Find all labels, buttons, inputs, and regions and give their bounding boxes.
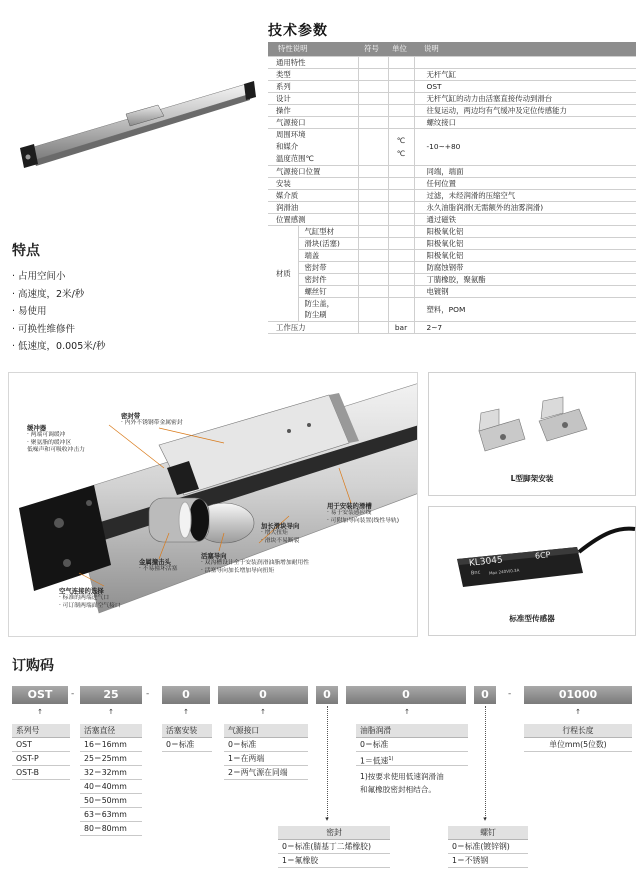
feature-item: · 高速度，2米/秒 <box>12 286 105 304</box>
order-title: 订购码 <box>12 658 54 674</box>
code-bore: 25 <box>80 686 142 704</box>
option-item: 80＝80mm <box>80 822 142 836</box>
lube-note: 1)按要求使用低速润滑油 和氟橡胶密封相结合。 <box>360 772 444 794</box>
stroke-options: 行程长度 单位mm(5位数) <box>524 724 632 752</box>
option-item: OST <box>12 738 70 752</box>
specs-row-pressure: 工作压力 bar 2~7 <box>268 321 636 333</box>
label-seal-band: 密封带 · 内外不锈钢带金属密封 <box>121 412 183 427</box>
features-title: 特点 <box>12 243 40 259</box>
specs-row-environment: 周围环境 和媒介 温度范围℃ ℃ ℃ -10~+80 <box>268 128 636 165</box>
label-piston-guide: 活塞导向 · 双沟槽设计全于安装润滑油脂增加耐用性 · 活塞导向加长增加导向扭矩 <box>201 552 310 574</box>
piston-options: 活塞安装 0＝标准 <box>162 724 212 752</box>
label-metal-bumper: 金属撞击头 · 不易撞坏活塞 <box>139 558 178 573</box>
specs-row-material: 密封件 丁腈橡胶，聚氨酯 <box>268 273 636 285</box>
bracket-caption: L型脚架安装 <box>510 474 554 483</box>
option-item: 50＝50mm <box>80 794 142 808</box>
specs-row: 气源接口位置 同端，端面 <box>268 165 636 177</box>
specs-row: 气源接口 螺纹接口 <box>268 116 636 128</box>
option-item: 63＝63mm <box>80 808 142 822</box>
lube-options: 油脂润滑 0＝标准 1＝低速$^{1)}$ <box>356 724 468 766</box>
arrow-icon: ↑ <box>37 708 43 716</box>
option-item: 0＝标准 <box>162 738 212 752</box>
code-stroke: 01000 <box>524 686 632 704</box>
option-item: 1＝氟橡胶 <box>278 854 390 868</box>
sensor-brand-label: Bnc <box>470 569 481 577</box>
label-air-connection: 空气连接的选择 · 标准的两端进气口 · 可订制两端面空气接口 <box>59 587 121 609</box>
specs-row: 系列 OST <box>268 80 636 92</box>
specs-row: 通用特性 <box>268 56 636 68</box>
arrow-icon: ↑ <box>575 708 581 716</box>
port-options: 气源接口 0＝标准 1＝在两端 2＝两气源在同端 <box>224 724 308 780</box>
arrow-icon: ↑ <box>108 708 114 716</box>
sensor-image <box>429 507 637 612</box>
feature-item: · 占用空间小 <box>12 268 105 286</box>
code-port: 0 <box>218 686 308 704</box>
cutaway-diagram <box>8 372 418 637</box>
option-item: 0＝标准 <box>224 738 308 752</box>
option-item: OST-B <box>12 766 70 780</box>
sensor-rating-label: Max 240V/0.3A <box>488 567 520 576</box>
feature-item: · 可换性维修件 <box>12 321 105 339</box>
specs-row: 位置感测 通过磁铁 <box>268 213 636 225</box>
specs-row-material: 螺丝钉 电镀钢 <box>268 285 636 297</box>
option-item: 16＝16mm <box>80 738 142 752</box>
option-item: 0＝标准 <box>356 738 468 752</box>
specs-row: 安装 任何位置 <box>268 177 636 189</box>
specs-row-material: 防尘盖， 防尘刷 塑料，POM <box>268 297 636 321</box>
feature-item: · 易使用 <box>12 303 105 321</box>
arrow-icon: ↑ <box>260 708 266 716</box>
option-item: 1＝在两端 <box>224 752 308 766</box>
specs-row: 媒介质 过滤，未经润滑的压缩空气 <box>268 189 636 201</box>
specs-row: 设计 无杆气缸的动力由活塞直接传动到滑台 <box>268 92 636 104</box>
code-separator: - <box>146 689 150 699</box>
series-options: 系列号 OST OST-P OST-B <box>12 724 70 780</box>
option-item: 0＝标准(镀锌钢) <box>448 840 528 854</box>
option-item: OST-P <box>12 752 70 766</box>
code-seal: 0 <box>316 686 338 704</box>
sensor-code-label: 6CP <box>534 550 551 561</box>
arrow-icon: ↑ <box>404 708 410 716</box>
specs-row-material: 密封带 防腐蚀钢带 <box>268 261 636 273</box>
sensor-caption: 标准型传感器 <box>509 614 555 623</box>
option-item: 32＝32mm <box>80 766 142 780</box>
code-series: OST <box>12 686 68 704</box>
l-bracket-image <box>469 391 599 471</box>
specs-header-desc: 说明 <box>414 42 636 56</box>
specs-header-unit: 单位 <box>388 42 414 56</box>
arrow-down-icon: ▾ <box>325 815 329 823</box>
option-item: 单位mm(5位数) <box>524 738 632 752</box>
label-extended-carriage: 加长滑块导向 · 增大扭矩 · 滑块不易断裂 <box>261 522 300 544</box>
bracket-accessory-panel <box>428 372 636 496</box>
screw-options: 螺钉 0＝标准(镀锌钢) 1＝不锈钢 <box>448 826 528 868</box>
feature-item: · 低速度，0.005米/秒 <box>12 338 105 356</box>
specs-header-feature: 特性说明 <box>268 42 358 56</box>
specs-row: 操作 往复运动，两边均有气缓冲及定位传感能力 <box>268 104 636 116</box>
option-item: 1＝不锈钢 <box>448 854 528 868</box>
specs-row-material: 端盖 阳极氧化铝 <box>268 249 636 261</box>
specs-row: 类型 无杆气缸 <box>268 68 636 80</box>
specs-row: 润滑油 永久油脂润滑(无需额外的油雾润滑) <box>268 201 636 213</box>
arrow-icon: ↑ <box>183 708 189 716</box>
bore-options: 活塞直径 16＝16mm 25＝25mm 32＝32mm 40＝40mm 50＝50mm 63＝63mm 80＝80mm <box>80 724 142 836</box>
option-item: 2＝两气源在同端 <box>224 766 308 780</box>
seal-connector <box>327 706 328 818</box>
specs-table <box>268 42 636 334</box>
code-piston: 0 <box>162 686 210 704</box>
features-list <box>12 268 105 356</box>
option-item: 25＝25mm <box>80 752 142 766</box>
label-buffer: 缓冲器 · 两端可调缓冲 · 聚氨脂的缓冲区 低噪声和可吸收冲击力 <box>27 424 85 454</box>
code-lube: 0 <box>346 686 466 704</box>
screw-connector <box>485 706 486 818</box>
specs-row-material: 滑块(活塞) 阳极氧化铝 <box>268 237 636 249</box>
code-separator: - <box>508 689 512 699</box>
specs-header-symbol: 符号 <box>358 42 388 56</box>
option-item: 0＝标准(腈基丁二烯橡胶) <box>278 840 390 854</box>
specs-row-material: 材质 气缸型材 阳极氧化铝 <box>268 225 636 237</box>
sensor-model-label: KL3045 <box>468 555 504 569</box>
code-screw: 0 <box>474 686 496 704</box>
cylinder-product-image <box>8 70 258 190</box>
arrow-down-icon: ▾ <box>483 815 487 823</box>
sensor-accessory-panel <box>428 506 636 636</box>
seal-options: 密封 0＝标准(腈基丁二烯橡胶) 1＝氟橡胶 <box>278 826 390 868</box>
label-mounting-slot: 用于安装的滑槽 · 易于安装感应线 · 可附加导向装置(线性导轨) <box>327 502 399 524</box>
option-item: 40＝40mm <box>80 780 142 794</box>
specs-title: 技术参数 <box>268 23 328 39</box>
option-item: 1＝低速$^{1)}$ <box>356 752 468 766</box>
code-separator: - <box>71 689 75 699</box>
